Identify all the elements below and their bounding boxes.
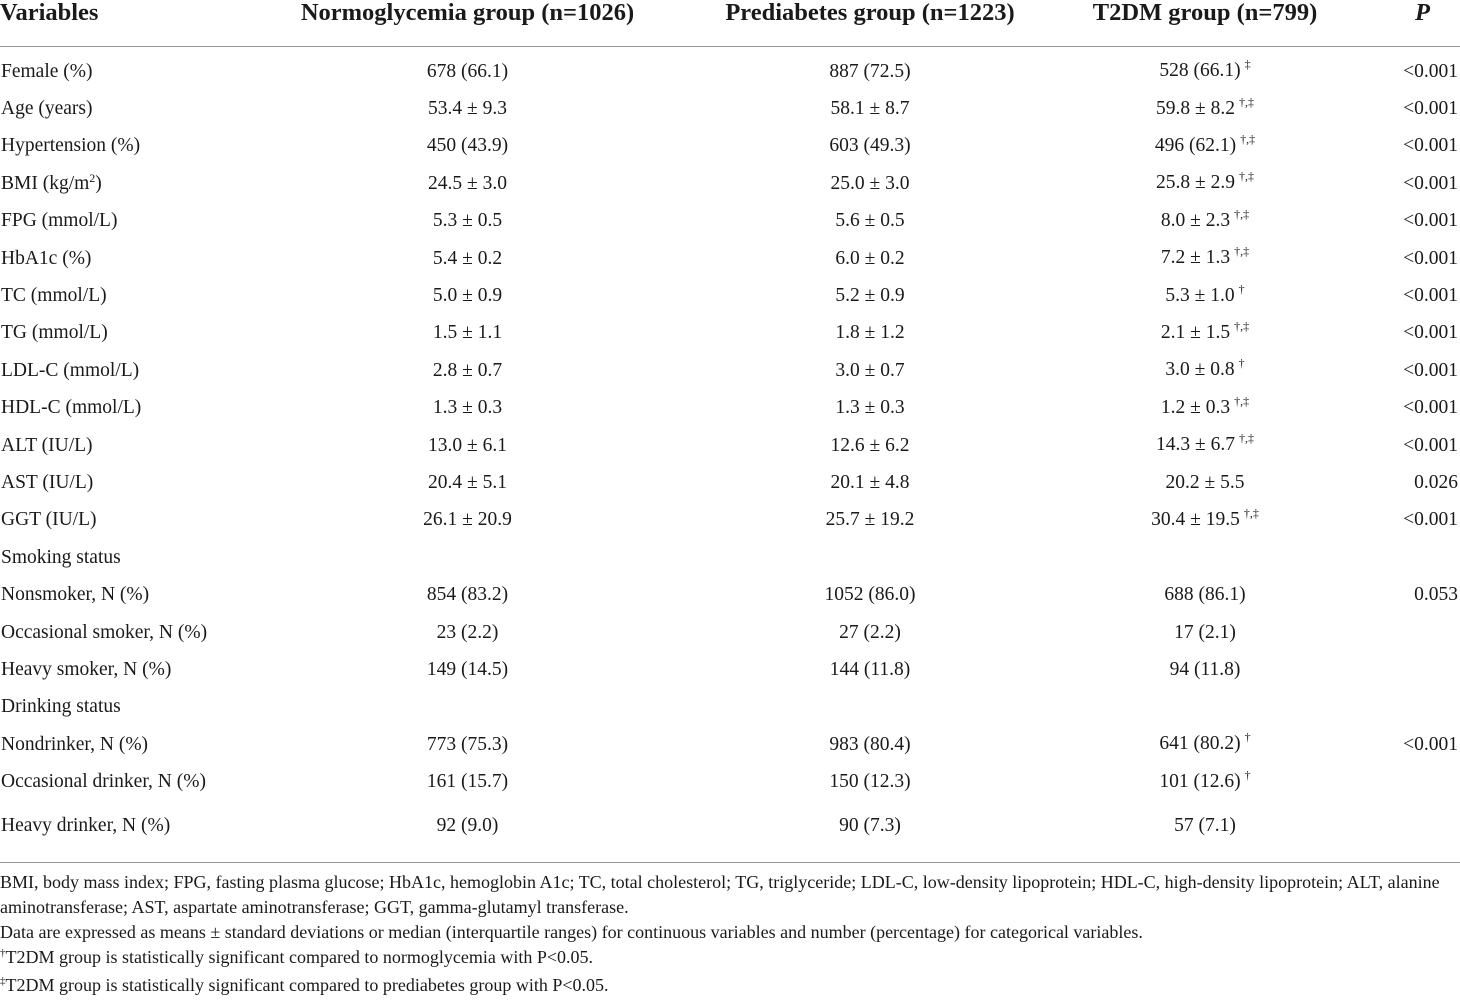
cell-p-value: <0.001 [1403, 322, 1458, 344]
row-label: Heavy smoker, N (%) [1, 658, 172, 680]
significance-mark: † [1238, 281, 1245, 296]
row-label: Occasional drinker, N (%) [1, 771, 206, 793]
cell-prediabetes: 3.0 ± 0.7 [835, 359, 905, 381]
cell-normoglycemia: 678 (66.1) [426, 60, 509, 82]
row-label: TC (mmol/L) [1, 285, 107, 307]
row-label: TG (mmol/L) [1, 322, 108, 344]
cell-prediabetes: 5.6 ± 0.5 [835, 210, 905, 232]
table-row [0, 801, 1460, 863]
row-label-suffix: ) [95, 172, 102, 194]
table-row [0, 315, 1460, 352]
cell-normoglycemia: 773 (75.3) [426, 733, 509, 755]
row-label: Nondrinker, N (%) [1, 733, 149, 755]
cell-t2dm-value: 688 (86.1) [1164, 584, 1246, 606]
significance-mark: †,‡ [1234, 318, 1250, 333]
cell-t2dm-value: 2.1 ± 1.5 [1160, 321, 1231, 343]
cell-t2dm [1055, 277, 1355, 314]
table-row [0, 90, 1460, 127]
row-label: Nonsmoker, N (%) [1, 584, 150, 606]
cell-normoglycemia [250, 689, 685, 726]
row-label: GGT (IU/L) [1, 509, 97, 531]
cell-prediabetes: 20.1 ± 4.8 [830, 471, 910, 493]
cell-t2dm-value: 496 (62.1) [1154, 134, 1237, 156]
cell-t2dm [1055, 651, 1355, 688]
table-body [0, 47, 1460, 863]
header-prediabetes: Prediabetes group (n=1223) [685, 0, 1055, 47]
cell-t2dm-value: 8.0 ± 2.3 [1160, 209, 1231, 231]
cell-normoglycemia: 26.1 ± 20.9 [423, 509, 512, 531]
row-label: Smoking status [1, 546, 121, 568]
cell-t2dm-value: 7.2 ± 1.3 [1160, 247, 1231, 269]
cell-p-value: <0.001 [1403, 210, 1458, 232]
significance-mark: †,‡ [1234, 206, 1250, 221]
cell-p-value: <0.001 [1403, 397, 1458, 419]
double-dagger-text: T2DM group is statistically significant compared to prediabetes group with P<0.05. [5, 975, 609, 995]
cell-t2dm-value: 25.8 ± 2.9 [1156, 172, 1235, 194]
cell-p-value: 0.053 [1414, 584, 1458, 606]
table-row [0, 763, 1460, 800]
header-row [0, 0, 1460, 47]
table-row [0, 277, 1460, 314]
cell-t2dm [1055, 128, 1355, 165]
cell-t2dm [1055, 614, 1355, 651]
footnote-abbreviations: BMI, body mass index; FPG, fasting plasma glucose; HbA1c, hemoglobin A1c; TC, total cholesterol; TG, triglyceride; LDL-C, low-density lipoprotein; HDL-C, high-density lipoprotein; ALT, alanine aminotransferase; AST, aspartate aminotransferase; GGT, gamma-glutamyl transferase. [0, 872, 1440, 917]
cell-p-value: <0.001 [1403, 98, 1458, 120]
cell-t2dm-value: 641 (80.2) [1159, 733, 1241, 755]
cell-t2dm [1055, 390, 1355, 427]
cell-p-value [1355, 801, 1460, 863]
cell-normoglycemia: 5.3 ± 0.5 [432, 210, 503, 232]
footnote-dagger [0, 945, 1460, 973]
significance-mark: †,‡ [1238, 431, 1254, 446]
footnote-data-expression: Data are expressed as means ± standard deviations or median (interquartile ranges) for continuous variables and number (percentage) for categorical variables. [0, 922, 1143, 942]
significance-mark: †,‡ [1238, 94, 1254, 109]
cell-normoglycemia: 20.4 ± 5.1 [428, 471, 507, 493]
cell-prediabetes: 6.0 ± 0.2 [835, 247, 905, 269]
header-normoglycemia: Normoglycemia group (n=1026) [250, 0, 685, 47]
table-row [0, 240, 1460, 277]
significance-mark: †,‡ [1234, 393, 1250, 408]
table-row [0, 128, 1460, 165]
cell-t2dm-value: 59.8 ± 8.2 [1156, 97, 1235, 119]
cell-prediabetes [685, 689, 1055, 726]
row-label: Heavy drinker, N (%) [0, 801, 250, 863]
cell-t2dm [1055, 763, 1355, 800]
cell-t2dm [1055, 315, 1355, 352]
cell-p-value [1355, 763, 1460, 800]
cell-t2dm [1055, 801, 1355, 863]
significance-mark: †,‡ [1240, 131, 1256, 146]
header-p-value: P [1355, 0, 1460, 47]
table-row [0, 502, 1460, 539]
cell-normoglycemia: 13.0 ± 6.1 [428, 434, 507, 456]
cell-t2dm-value: 14.3 ± 6.7 [1156, 434, 1235, 456]
cell-prediabetes: 983 (80.4) [829, 733, 911, 755]
table-footnotes [0, 870, 1460, 1001]
table-row [0, 390, 1460, 427]
row-label: FPG (mmol/L) [1, 210, 118, 232]
table-row [0, 203, 1460, 240]
dagger-text: T2DM group is statistically significant compared to normoglycemia with P<0.05. [5, 947, 594, 967]
row-label: LDL-C (mmol/L) [1, 359, 140, 381]
cell-p-value [1355, 539, 1460, 576]
cell-prediabetes: 603 (49.3) [829, 135, 911, 157]
cell-normoglycemia: 24.5 ± 3.0 [428, 172, 507, 194]
dagger-mark: † [0, 947, 6, 959]
cell-normoglycemia: 1.3 ± 0.3 [432, 397, 503, 419]
cell-t2dm-value: 3.0 ± 0.8 [1165, 359, 1235, 381]
cell-p-value [1355, 689, 1460, 726]
significance-mark: †,‡ [1238, 169, 1254, 184]
cell-t2dm-value: 17 (2.1) [1174, 621, 1236, 643]
cell-normoglycemia: 53.4 ± 9.3 [428, 98, 507, 120]
row-label-text: BMI (kg/m [1, 172, 90, 194]
table-row [0, 614, 1460, 651]
table-row [0, 427, 1460, 464]
cell-t2dm-value: 94 (11.8) [1169, 658, 1241, 680]
cell-normoglycemia: 450 (43.9) [426, 135, 509, 157]
cell-p-value: <0.001 [1403, 509, 1458, 531]
cell-t2dm-value: 30.4 ± 19.5 [1151, 508, 1240, 530]
cell-t2dm [1055, 47, 1355, 91]
cell-p-value: <0.001 [1403, 733, 1458, 755]
cell-t2dm [1055, 502, 1355, 539]
cell-t2dm [1055, 352, 1355, 389]
cell-t2dm [1055, 576, 1355, 613]
cell-normoglycemia: 92 (9.0) [250, 801, 685, 863]
cell-prediabetes: 25.7 ± 19.2 [825, 509, 915, 531]
cell-normoglycemia: 23 (2.2) [436, 621, 499, 643]
table-row [0, 539, 1460, 576]
cell-t2dm [1055, 689, 1355, 726]
cell-t2dm [1055, 539, 1355, 576]
row-label: AST (IU/L) [1, 471, 94, 493]
cell-prediabetes: 1.3 ± 0.3 [835, 397, 905, 419]
header-t2dm: T2DM group (n=799) [1055, 0, 1355, 47]
table-row [0, 464, 1460, 501]
cell-t2dm-value: 57 (7.1) [1174, 815, 1236, 837]
cell-p-value: 0.026 [1414, 471, 1458, 493]
cell-p-value: <0.001 [1403, 247, 1458, 269]
cell-prediabetes: 144 (11.8) [829, 658, 911, 680]
table-row [0, 47, 1460, 91]
cell-t2dm [1055, 726, 1355, 763]
cell-normoglycemia: 1.5 ± 1.1 [432, 322, 503, 344]
significance-mark: ‡ [1244, 57, 1251, 72]
table-row [0, 576, 1460, 613]
table-row [0, 651, 1460, 688]
cell-t2dm [1055, 427, 1355, 464]
cell-normoglycemia: 161 (15.7) [426, 771, 509, 793]
cell-prediabetes: 25.0 ± 3.0 [830, 172, 910, 194]
row-label: Age (years) [1, 98, 93, 120]
cell-p-value: <0.001 [1403, 434, 1458, 456]
row-label: ALT (IU/L) [1, 434, 93, 456]
row-label-superscript: 2 [89, 170, 96, 185]
cell-t2dm [1055, 90, 1355, 127]
table-row [0, 352, 1460, 389]
cell-prediabetes: 27 (2.2) [839, 621, 901, 643]
table-header [0, 0, 1460, 47]
cell-p-value [1355, 614, 1460, 651]
cell-normoglycemia: 5.0 ± 0.9 [432, 285, 503, 307]
cell-normoglycemia [250, 539, 685, 576]
table-row [0, 689, 1460, 726]
cell-p-value: <0.001 [1403, 135, 1458, 157]
cell-prediabetes: 1052 (86.0) [824, 584, 916, 606]
cell-prediabetes [685, 539, 1055, 576]
cell-prediabetes: 5.2 ± 0.9 [835, 285, 905, 307]
significance-mark: † [1244, 730, 1251, 745]
row-label: Hypertension (%) [1, 135, 141, 157]
row-label: HbA1c (%) [1, 247, 92, 269]
double-dagger-mark: ‡ [0, 975, 6, 987]
significance-mark: † [1244, 767, 1251, 782]
cell-prediabetes: 887 (72.5) [829, 60, 911, 82]
cell-normoglycemia: 854 (83.2) [426, 584, 509, 606]
significance-mark: †,‡ [1234, 244, 1250, 259]
cell-normoglycemia: 149 (14.5) [426, 658, 509, 680]
cell-prediabetes: 150 (12.3) [829, 771, 911, 793]
cell-t2dm-value: 101 (12.6) [1159, 770, 1241, 792]
cell-t2dm [1055, 165, 1355, 202]
cell-prediabetes: 58.1 ± 8.7 [830, 98, 910, 120]
cell-p-value: <0.001 [1403, 60, 1458, 82]
row-label: HDL-C (mmol/L) [1, 397, 142, 419]
row-label: Drinking status [1, 696, 121, 718]
row-label: Occasional smoker, N (%) [1, 621, 208, 643]
table-row [0, 726, 1460, 763]
cell-normoglycemia: 5.4 ± 0.2 [432, 247, 503, 269]
cell-p-value [1355, 651, 1460, 688]
cell-p-value: <0.001 [1403, 172, 1458, 194]
cell-p-value: <0.001 [1403, 285, 1458, 307]
row-label: Female (%) [1, 60, 93, 82]
cell-t2dm-value: 528 (66.1) [1159, 60, 1241, 82]
significance-mark: † [1238, 356, 1245, 371]
cell-prediabetes: 1.8 ± 1.2 [835, 322, 905, 344]
significance-mark: †,‡ [1243, 505, 1259, 520]
cell-t2dm [1055, 240, 1355, 277]
table-row [0, 165, 1460, 202]
cell-t2dm [1055, 464, 1355, 501]
cell-prediabetes: 90 (7.3) [685, 801, 1055, 863]
cell-t2dm-value: 20.2 ± 5.5 [1165, 471, 1245, 493]
cell-t2dm-value: 1.2 ± 0.3 [1160, 396, 1231, 418]
cell-t2dm-value: 5.3 ± 1.0 [1165, 284, 1235, 306]
cell-normoglycemia: 2.8 ± 0.7 [432, 359, 503, 381]
cell-t2dm [1055, 203, 1355, 240]
row-label [0, 165, 250, 202]
header-variables: Variables [0, 0, 250, 47]
cell-prediabetes: 12.6 ± 6.2 [830, 434, 910, 456]
cell-p-value: <0.001 [1403, 359, 1458, 381]
